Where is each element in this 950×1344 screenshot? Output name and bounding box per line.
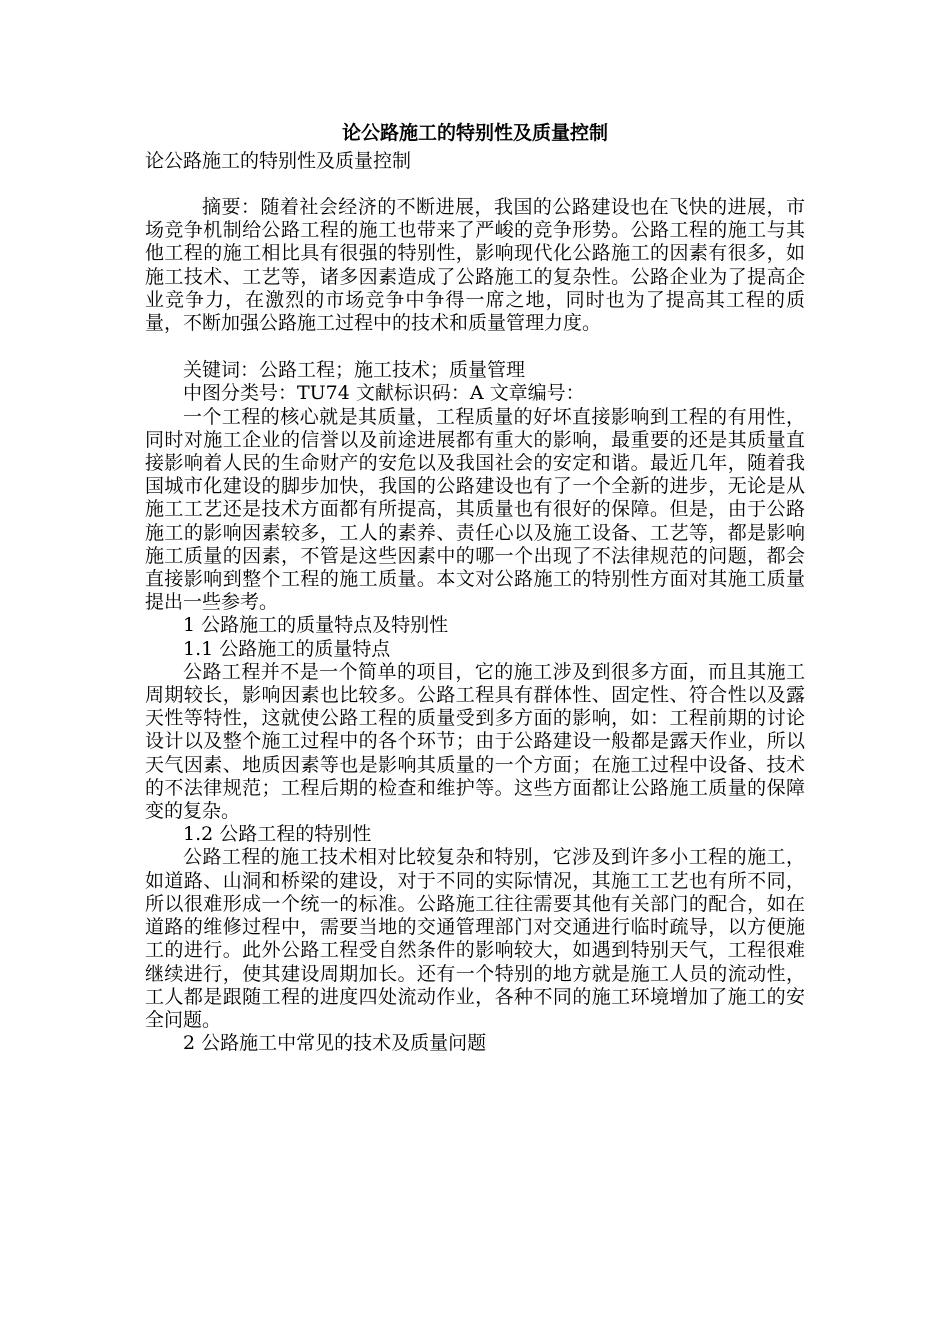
spacer bbox=[145, 335, 805, 359]
document-title: 论公路施工的特别性及质量控制 bbox=[341, 122, 608, 144]
section-paragraph-1-1: 公路工程并不是一个简单的项目，它的施工涉及到很多方面，而且其施工周期较长，影响因素也比较多。公路工程具有群体性、固定性、符合性以及露天性等特性，这就使公路工程的质量受到多方面的影响，如：工程前期的讨论设计以及整个施工过程中的各个环节；由于公路建设一般都是露天作业，所以天气因素、地质因素等也是影响其质量的一个方面；在施工过程中设备、技术的不法律规范；工程后期的检查和维护等。这些方面都让公路施工质量的保障变的复杂。 bbox=[145, 660, 805, 823]
abstract-paragraph: 摘要：随着社会经济的不断进展，我国的公路建设也在飞快的进展，市场竞争机制给公路工程的施工也带来了严峻的竞争形势。公路工程的施工与其他工程的施工相比具有很强的特别性，影响现代化公路施工的因素有很多，如施工技术、工艺等，诸多因素造成了公路施工的复杂性。公路企业为了提高企业竞争力，在激烈的市场竞争中争得一席之地，同时也为了提高其工程的质量，不断加强公路施工过程中的技术和质量管理力度。 bbox=[145, 196, 805, 335]
spacer bbox=[145, 174, 805, 196]
section-heading-1: 1 公路施工的质量特点及特别性 bbox=[183, 614, 449, 637]
classification-line: 中图分类号：TU74 文献标识码：A 文章编号： bbox=[183, 382, 585, 405]
section-heading-2: 2 公路施工中常见的技术及质量问题 bbox=[183, 1032, 487, 1055]
document-subtitle: 论公路施工的特别性及质量控制 bbox=[145, 150, 412, 172]
intro-paragraph: 一个工程的核心就是其质量，工程质量的好坏直接影响到工程的有用性，同时对施工企业的信誉以及前途进展都有重大的影响，最重要的还是其质量直接影响着人民的生命财产的安危以及我国社会的安定和谐。最近几年，随着我国城市化建设的脚步加快，我国的公路建设也有了一个全新的进步，无论是从施工工艺还是技术方面都有所提高，其质量也有很好的保障。但是，由于公路施工的影响因素较多，工人的素养、责任心以及施工设备、工艺等，都是影响施工质量的因素，不管是这些因素中的哪一个出现了不法律规范的问题，都会直接影响到整个工程的施工质量。本文对公路施工的特别性方面对其施工质量提出一些参考。 bbox=[145, 405, 805, 614]
keywords-line: 关键词：公路工程；施工技术；质量管理 bbox=[183, 359, 526, 382]
document-page bbox=[145, 120, 805, 1055]
section-paragraph-1-2: 公路工程的施工技术相对比较复杂和特别，它涉及到许多小工程的施工，如道路、山洞和桥梁的建设，对于不同的实际情况，其施工工艺也有所不同，所以很难形成一个统一的标准。公路施工往往需要其他有关部门的配合，如在道路的维修过程中，需要当地的交通管理部门对交通进行临时疏导，以方便施工的进行。此外公路工程受自然条件的影响较大，如遇到特别天气，工程很难继续进行，使其建设周期加长。还有一个特别的地方就是施工人员的流动性，工人都是跟随工程的进度四处流动作业，各种不同的施工环境增加了施工的安全问题。 bbox=[145, 846, 805, 1031]
section-heading-1-1: 1.1 公路施工的质量特点 bbox=[183, 637, 391, 660]
section-heading-1-2: 1.2 公路工程的特别性 bbox=[183, 823, 372, 846]
